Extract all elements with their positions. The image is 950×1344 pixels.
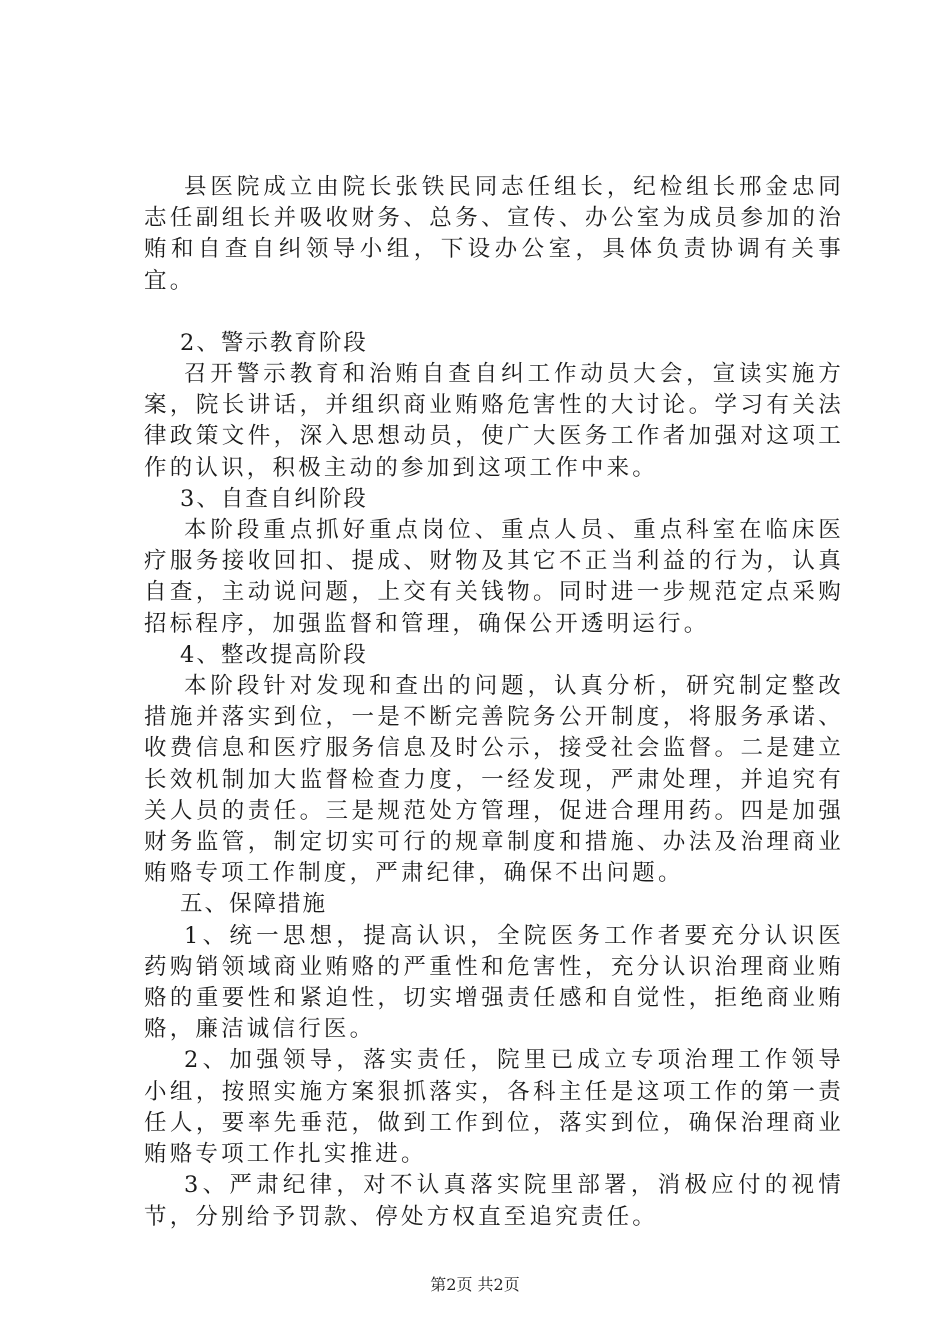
paragraph-measure-1: 1、统一思想，提高认识，全院医务工作者要充分认识医药购销领域商业贿赂的严重性和危害性，充分认识治理商业贿赂的重要性和紧迫性，切实增强责任感和自觉性，拒绝商业贿赂，廉洁诚信行医。 <box>144 922 844 1043</box>
paragraph-measure-2: 2、加强领导，落实责任，院里已成立专项治理工作领导小组，按照实施方案狠抓落实，各科主任是这项工作的第一责任人，要率先垂范，做到工作到位，落实到位，确保治理商业贿赂专项工作扎实推进。 <box>144 1047 844 1168</box>
paragraph-self-inspection: 本阶段重点抓好重点岗位、重点人员、重点科室在临床医疗服务接收回扣、提成、财物及其它不正当利益的行为，认真自查，主动说问题，上交有关钱物。同时进一步规范定点采购招标程序，加强监督和管理，确保公开透明运行。 <box>144 517 844 637</box>
paragraph-gap <box>144 297 844 328</box>
page-number-label: 第2页 共2页 <box>430 1275 520 1294</box>
document-body <box>144 172 844 1233</box>
paragraph-warning-education: 召开警示教育和治贿自查自纠工作动员大会，宣读实施方案，院长讲话，并组织商业贿赂危害性的大讨论。学习有关法律政策文件，深入思想动员，使广大医务工作者加强对这项工作的认识，积极主动的参加到这项工作中来。 <box>144 361 844 481</box>
heading-rectification: 4、整改提高阶段 <box>180 641 368 668</box>
paragraph-rectification: 本阶段针对发现和查出的问题，认真分析，研究制定整改措施并落实到位，一是不断完善院务公开制度，将服务承诺、收费信息和医疗服务信息及时公示，接受社会监督。二是建立长效机制加大监督检查力度，一经发现，严肃处理，并追究有关人员的责任。三是规范处方管理，促进合理用药。四是加强财务监管，制定切实可行的规章制度和措施、办法及治理商业贿赂专项工作制度，严肃纪律，确保不出问题。 <box>144 673 844 887</box>
page-footer <box>0 1272 950 1295</box>
heading-safeguard-measures: 五、保障措施 <box>180 891 328 918</box>
heading-warning-education: 2、警示教育阶段 <box>180 329 368 356</box>
paragraph-leadership-group: 县医院成立由院长张铁民同志任组长，纪检组长邢金忠同志任副组长并吸收财务、总务、宣传、办公室为成员参加的治贿和自查自纠领导小组，下设办公室，具体负责协调有关事宜。 <box>144 174 844 294</box>
paragraph-measure-3: 3、严肃纪律，对不认真落实院里部署，消极应付的视情节，分别给予罚款、停处方权直至追究责任。 <box>144 1172 844 1230</box>
heading-self-inspection: 3、自查自纠阶段 <box>180 485 368 512</box>
